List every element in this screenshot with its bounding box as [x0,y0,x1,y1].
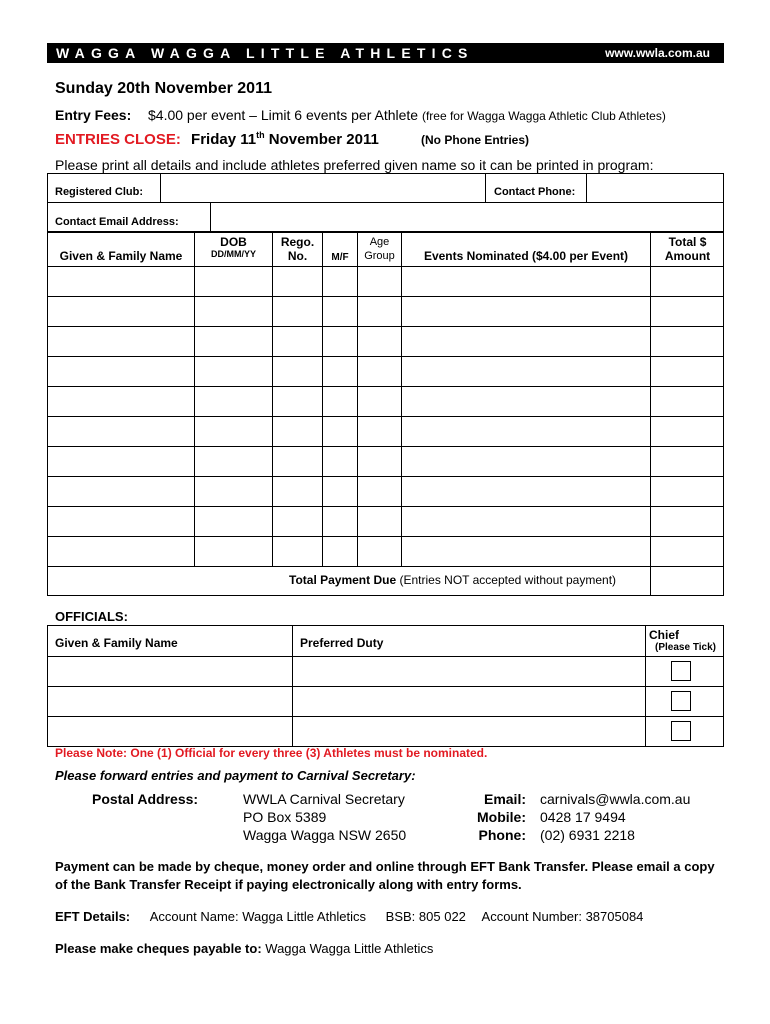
phone-value: (02) 6931 2218 [540,827,635,843]
eft-bsb: BSB: 805 022 [385,909,466,924]
official-note: Please Note: One (1) Official for every three (3) Athletes must be nominated. [55,746,488,760]
header-banner [47,43,724,63]
entries-close [55,130,530,148]
contact-labels [476,790,526,844]
athlete-entry-row[interactable] [48,507,723,536]
website-url: www.wwla.com.au [605,46,710,60]
entry-fees-label: Entry Fees: [55,107,132,123]
entry-fees-text: $4.00 per event – Limit 6 events per Athlete [148,107,419,123]
officials-col-chief-note: (Please Tick) [655,642,716,653]
phone-label: Phone: [478,827,526,843]
contact-values [540,790,690,844]
event-date: Sunday 20th November 2011 [55,80,272,97]
col-dob-format: DD/MM/YY [211,249,256,259]
entry-fees [55,107,666,123]
no-phone-entries: (No Phone Entries) [421,133,530,147]
payment-text: Payment can be made by cheque, money order and online through EFT Bank Transfer. Please email a copy of the Bank Transfer Receipt if paying electronically along with entry forms. [55,859,715,892]
postal-line-1: WWLA Carnival Secretary [243,791,405,807]
col-age-group: Group [364,250,395,262]
eft-details [55,909,643,924]
contact-email-field[interactable] [212,204,722,230]
chief-checkbox-3[interactable] [671,721,691,741]
mobile-label: Mobile: [477,809,526,825]
contact-phone-label: Contact Phone: [494,186,576,198]
postal-label: Postal Address: [92,791,199,807]
athlete-entry-row[interactable] [48,357,723,386]
cheque-label: Please make cheques payable to: [55,941,262,956]
email-value[interactable]: carnivals@wwla.com.au [540,791,691,807]
total-payment-note: (Entries NOT accepted without payment) [399,573,617,587]
col-mf: M/F [331,252,349,263]
chief-checkbox-1[interactable] [671,661,691,681]
officials-col-name: Given & Family Name [55,636,178,650]
forward-instruction: Please forward entries and payment to Carnival Secretary: [55,768,416,783]
total-payment-field[interactable] [651,567,723,595]
col-rego: Rego. [280,235,315,249]
entry-fees-note: (free for Wagga Wagga Athletic Club Athletes) [421,109,666,123]
registered-club-field[interactable] [162,175,484,201]
mobile-value: 0428 17 9494 [540,809,626,825]
athlete-entry-row[interactable] [48,297,723,326]
entries-close-label: ENTRIES CLOSE: [55,131,181,148]
cheque-payee: Wagga Wagga Little Athletics [265,941,434,956]
eft-account-number: Account Number: 38705084 [481,909,644,924]
chief-checkbox-2[interactable] [671,691,691,711]
registered-club-label: Registered Club: [55,186,144,198]
col-dob: DOB [220,235,247,249]
email-label: Email: [483,791,526,807]
total-payment-label: Total Payment Due [289,573,397,587]
entries-close-sup: th [256,130,265,140]
athlete-entry-row[interactable] [48,477,723,506]
eft-label: EFT Details: [55,909,131,924]
athlete-entry-row[interactable] [48,417,723,446]
contact-phone-field[interactable] [588,175,722,201]
col-rego-no: No. [287,249,308,263]
entries-close-rest: November 2011 [264,131,379,148]
athlete-entry-row[interactable] [48,267,723,296]
cheque-details [55,941,433,956]
col-events-nominated: Events Nominated ($4.00 per Event) [423,249,629,263]
athlete-entry-row[interactable] [48,327,723,356]
col-given-family-name: Given & Family Name [59,249,183,263]
officials-heading: OFFICIALS: [55,609,128,624]
officials-col-chief: Chief [649,628,679,642]
org-title: WAGGA WAGGA LITTLE ATHLETICS [56,45,474,61]
postal-address [243,790,406,844]
postal-line-2: PO Box 5389 [243,809,327,825]
officials-col-duty: Preferred Duty [300,636,384,650]
row-divider [47,566,724,567]
athlete-entry-row[interactable] [48,387,723,416]
contact-email-label: Contact Email Address: [55,216,179,228]
col-total-amount: Amount [664,249,711,263]
entries-close-day: Friday 11 [191,131,257,148]
postal-line-3: Wagga Wagga NSW 2650 [243,827,407,843]
col-total: Total $ [668,235,707,249]
col-age: Age [369,236,390,248]
print-instruction: Please print all details and include athletes preferred given name so it can be printed in program: [55,157,654,173]
total-payment-due [289,573,616,587]
athlete-entry-row[interactable] [48,447,723,476]
eft-account-name: Account Name: Wagga Little Athletics [149,909,367,924]
athlete-entry-row[interactable] [48,537,723,566]
